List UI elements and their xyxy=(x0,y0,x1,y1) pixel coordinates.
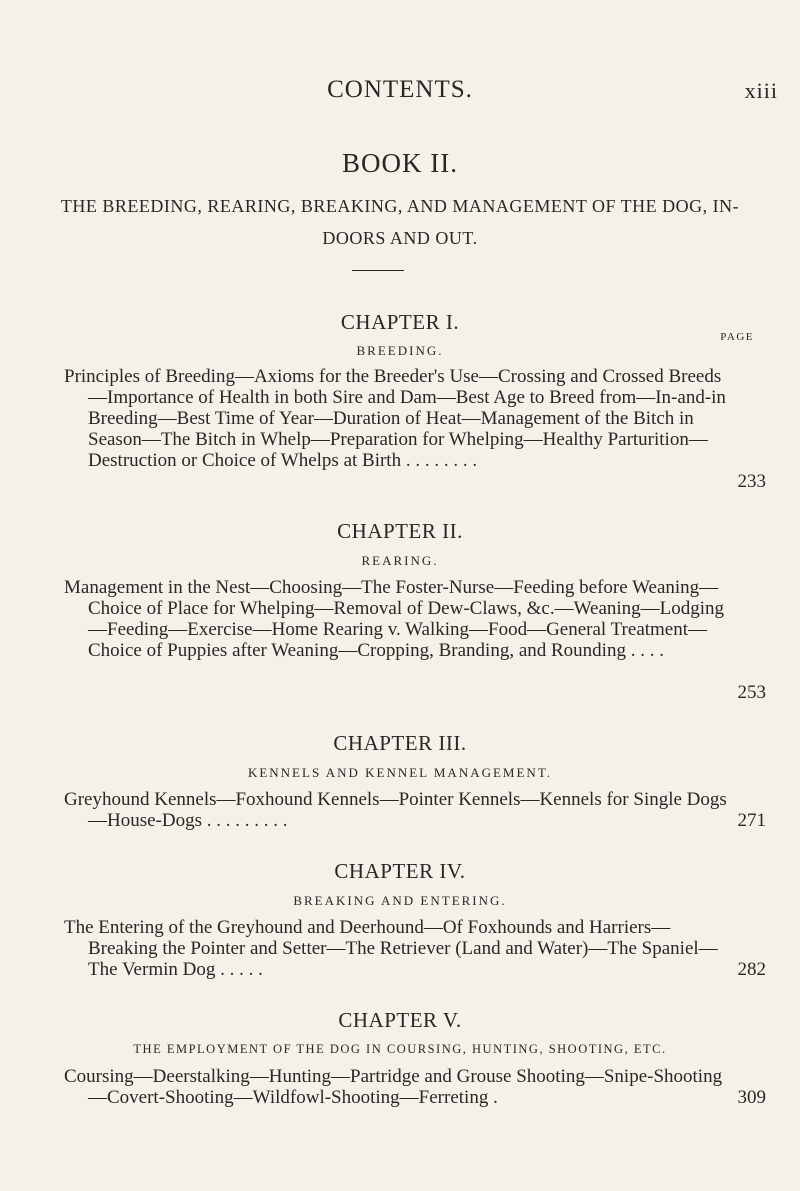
chapter-subject: THE EMPLOYMENT OF THE DOG IN COURSING, HUNTING, SHOOTING, ETC. xyxy=(133,1042,667,1056)
chapter-heading: CHAPTER I. xyxy=(340,310,460,334)
chapter-page-number: 253 xyxy=(737,682,766,703)
chapter-subject: KENNELS AND KENNEL MANAGEMENT. xyxy=(247,765,553,780)
chapter-contents: Principles of Breeding—Axioms for the Breeder's Use—Crossing and Crossed Breeds—Importance of Health in both Sire and Dam—Best Age to Breed from—In-and-in Breeding—Best Time of Year—Duration of Heat—Management of the Bitch in Season—The Bitch in Whelp—Preparation for Whelping—Healthy Parturition—Destruction or Choice of Whelps at Birth . . . . . . . . xyxy=(64,366,726,471)
chapter-heading: CHAPTER III. xyxy=(333,731,467,755)
divider-rule xyxy=(352,270,404,271)
chapter-heading: CHAPTER II. xyxy=(337,519,463,543)
chapter-contents: Greyhound Kennels—Foxhound Kennels—Pointer Kennels—Kennels for Single Dogs—House-Dogs . . . . . . . . . xyxy=(64,789,727,831)
chapter-page-number: 309 xyxy=(737,1087,766,1108)
chapter-subject: BREEDING. xyxy=(356,343,444,358)
chapter-subject: REARING. xyxy=(361,553,439,568)
page-number: xiii xyxy=(744,78,778,103)
chapter-contents: Management in the Nest—Choosing—The Foster-Nurse—Feeding before Weaning—Choice of Place for Whelping—Removal of Dew-Claws, &c.—Weaning—Lodging—Feeding—Exercise—Home Rearing v. Walking—Food—General Treatment—Choice of Puppies after Weaning—Cropping, Branding, and Rounding . . . . xyxy=(64,577,725,661)
chapter-heading: CHAPTER V. xyxy=(338,1008,462,1032)
chapter-contents: Coursing—Deerstalking—Hunting—Partridge and Grouse Shooting—Snipe-Shooting—Covert-Shooting—Wildfowl-Shooting—Ferreting . xyxy=(64,1066,723,1108)
book-subtitle: THE BREEDING, REARING, BREAKING, AND MANAGEMENT OF THE DOG, IN-DOORS AND OUT. xyxy=(60,196,740,248)
chapter-page-number: 233 xyxy=(737,471,766,492)
chapter-page-number: 282 xyxy=(737,959,766,980)
page-column-label: PAGE xyxy=(720,331,754,343)
book-title: BOOK II. xyxy=(342,148,458,178)
chapter-subject: BREAKING AND ENTERING. xyxy=(293,893,507,908)
running-head xyxy=(0,76,800,106)
running-title: CONTENTS. xyxy=(327,76,473,103)
chapter-contents: The Entering of the Greyhound and Deerhound—Of Foxhounds and Harriers—Breaking the Pointer and Setter—The Retriever (Land and Water)—The Spaniel—The Vermin Dog . . . . . xyxy=(64,917,718,980)
chapter-heading: CHAPTER IV. xyxy=(334,859,466,883)
chapter-page-number: 271 xyxy=(737,810,766,831)
